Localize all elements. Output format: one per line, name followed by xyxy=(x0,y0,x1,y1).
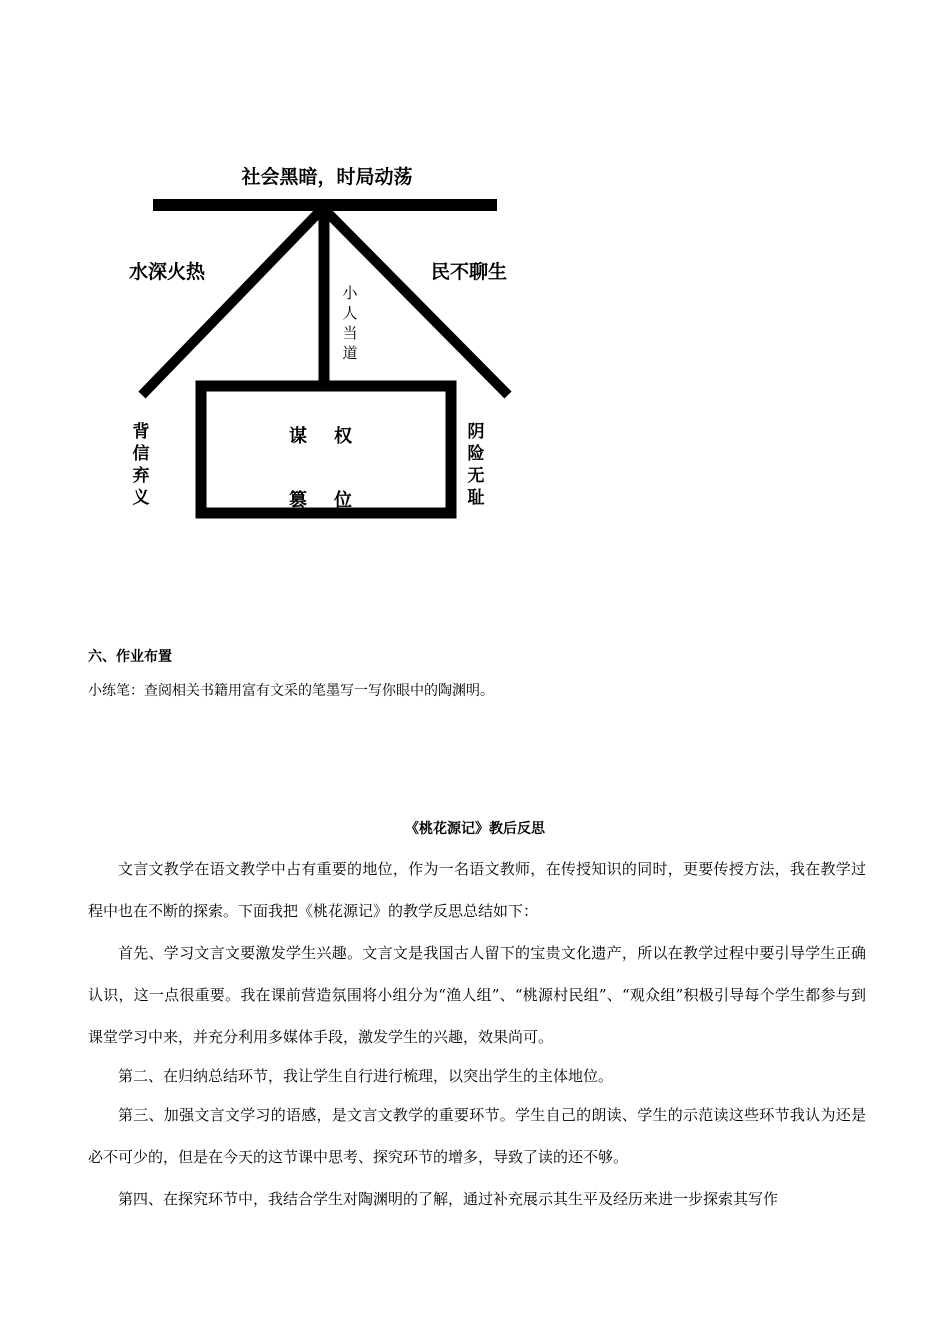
left-leg-char: 弃 xyxy=(132,466,150,486)
diagram-box xyxy=(201,386,451,513)
right-leg-char: 阴 xyxy=(467,422,485,442)
box-char-top-right: 权 xyxy=(334,426,352,447)
diagram-left-branch: 水深火热 xyxy=(129,261,206,283)
box-char-top-left: 谋 xyxy=(289,426,307,447)
structure-diagram xyxy=(0,0,950,600)
diagram-left-leg-label xyxy=(133,421,150,508)
stem-char: 人 xyxy=(342,304,358,322)
diagram-right-leg-label xyxy=(468,422,485,508)
diagram-right-branch: 民不聊生 xyxy=(431,261,508,283)
homework-text: 小练笔：查阅相关书籍用富有文采的笔墨写一写你眼中的陶渊明。 xyxy=(88,683,494,699)
stem-char: 当 xyxy=(342,324,358,342)
reflection-paragraph: 文言文教学在语文教学中占有重要的地位，作为一名语文教师，在传授知识的同时，更要传授方法，我在教学过程中也在不断的探索。下面我把《桃花源记》的教学反思总结如下： xyxy=(88,860,866,920)
right-leg-char: 耻 xyxy=(467,488,485,508)
right-leg-char: 无 xyxy=(467,466,485,486)
homework-heading: 六、作业布置 xyxy=(88,649,172,665)
reflection-paragraph: 第三、加强文言文学习的语感，是文言文教学的重要环节。学生自己的朗读、学生的示范读这些环节我认为还是必不可少的，但是在今天的这节课中思考、探究环节的增多，导致了读的还不够。 xyxy=(88,1106,866,1166)
stem-char: 道 xyxy=(342,344,358,362)
left-leg-char: 义 xyxy=(132,488,150,508)
reflection-paragraph: 第四、在探究环节中，我结合学生对陶渊明的了解，通过补充展示其生平及经历来进一步探索其写作 xyxy=(118,1190,779,1208)
left-leg-char: 背 xyxy=(132,422,150,442)
diagram-center-stem-label xyxy=(342,284,358,362)
right-leg-char: 险 xyxy=(467,444,485,464)
diagram-top-title: 社会黑暗，时局动荡 xyxy=(241,166,413,188)
reflection-body xyxy=(88,848,866,1220)
reflection-paragraph: 第二、在归纳总结环节，我让学生自行进行梳理，以突出学生的主体地位。 xyxy=(118,1067,614,1085)
reflection-title: 《桃花源记》教后反思 xyxy=(405,821,545,837)
stem-char: 小 xyxy=(342,284,358,302)
diagram-left-diagonal xyxy=(142,208,323,395)
box-char-bottom-left: 篡 xyxy=(289,490,307,511)
left-leg-char: 信 xyxy=(132,444,150,464)
box-char-bottom-right: 位 xyxy=(334,490,352,511)
reflection-paragraph: 首先、学习文言文要激发学生兴趣。文言文是我国古人留下的宝贵文化遗产，所以在教学过程中要引导学生正确认识，这一点很重要。我在课前营造氛围将小组分为“渔人组”、“桃源村民组”、“观众组”积极引导每个学生都参与到课堂学习中来，并充分利用多媒体手段，激发学生的兴趣，效果尚可。 xyxy=(88,944,866,1046)
